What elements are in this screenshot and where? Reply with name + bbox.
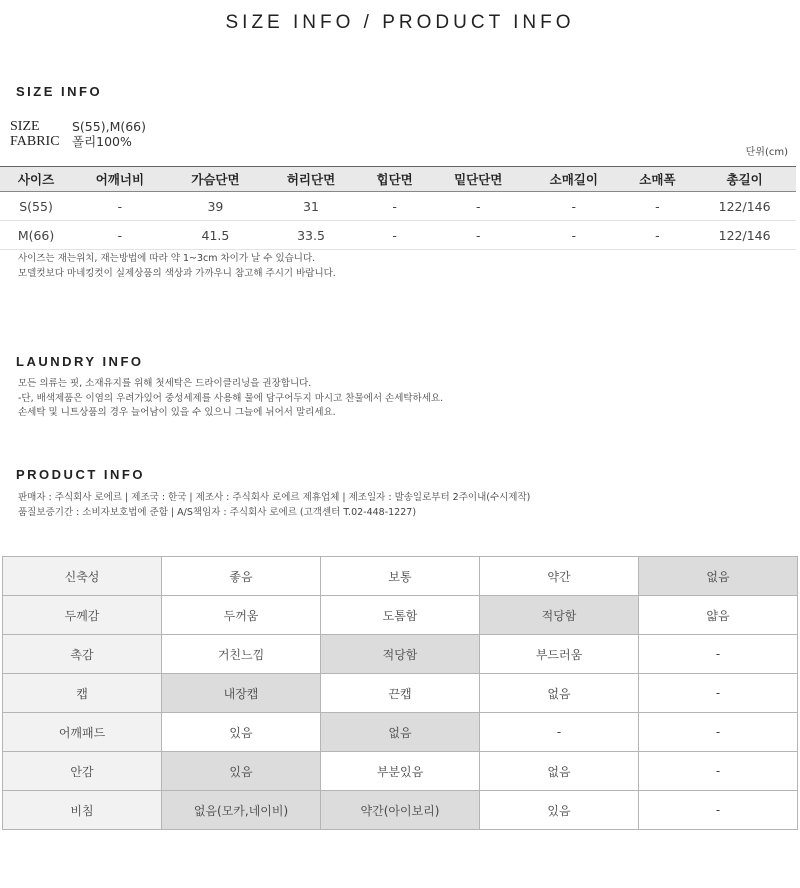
product-line: 품질보증기간 : 소비자보호법에 준함 | A/S책임자 : 주식회사 로에르 (고객센터 T.02-448-1227) <box>18 506 417 518</box>
property-label: 캡 <box>3 674 162 713</box>
table-cell: - <box>72 192 168 221</box>
table-cell: 33.5 <box>263 221 359 250</box>
size-notes <box>18 252 336 281</box>
property-option: 적당함 <box>480 596 639 635</box>
table-cell: S(55) <box>0 192 72 221</box>
table-cell: 122/146 <box>693 221 796 250</box>
table-row <box>0 192 796 221</box>
table-cell: M(66) <box>0 221 72 250</box>
product-line: 판매자 : 주식회사 로에르 | 제조국 : 한국 | 제조사 : 주식회사 로에르 제휴업체 | 제조일자 : 발송일로부터 2주이내(수시제작) <box>18 492 531 503</box>
property-table <box>2 556 798 830</box>
header-cell: 가슴단면 <box>168 167 264 192</box>
property-label: 촉감 <box>3 635 162 674</box>
size-spec <box>10 119 146 149</box>
page-title: SIZE INFO / PRODUCT INFO <box>225 12 575 33</box>
product-notes <box>18 491 530 520</box>
size-value: S(55),M(66) <box>72 119 147 134</box>
header-cell: 밑단단면 <box>430 167 526 192</box>
header-cell: 힙단면 <box>359 167 431 192</box>
header-cell: 사이즈 <box>0 167 72 192</box>
table-cell: - <box>622 192 694 221</box>
property-row <box>3 557 798 596</box>
property-option: 없음 <box>639 557 798 596</box>
property-option: 부드러움 <box>480 635 639 674</box>
property-label: 두께감 <box>3 596 162 635</box>
property-option: - <box>480 713 639 752</box>
table-cell: - <box>430 192 526 221</box>
property-row <box>3 752 798 791</box>
note-line: 모델컷보다 마네킹컷이 실제상품의 색상과 가까우니 참고해 주시기 바랍니다. <box>18 267 336 279</box>
property-option: - <box>639 713 798 752</box>
property-option: - <box>639 674 798 713</box>
property-row <box>3 791 798 830</box>
table-cell: - <box>622 221 694 250</box>
property-row <box>3 713 798 752</box>
table-cell: 31 <box>263 192 359 221</box>
property-option: 도톰함 <box>321 596 480 635</box>
fabric-row <box>10 134 146 149</box>
property-option: 내장캡 <box>162 674 321 713</box>
table-cell: - <box>359 192 431 221</box>
size-row <box>10 119 146 134</box>
fabric-value: 폴리100% <box>72 134 132 149</box>
property-option: - <box>639 752 798 791</box>
property-option: 있음 <box>480 791 639 830</box>
table-cell: 122/146 <box>693 192 796 221</box>
property-label: 어깨패드 <box>3 713 162 752</box>
laundry-line: 모든 의류는 핏, 소재유지를 위해 첫세탁은 드라이클리닝을 권장합니다. <box>18 378 312 389</box>
header-cell: 총길이 <box>693 167 796 192</box>
property-label: 비침 <box>3 791 162 830</box>
table-cell: - <box>430 221 526 250</box>
note-line: 사이즈는 재는위치, 재는방법에 따라 약 1~3cm 차이가 날 수 있습니다. <box>18 253 316 264</box>
table-row <box>0 221 796 250</box>
table-cell: - <box>72 221 168 250</box>
size-label: SIZE <box>10 119 40 134</box>
property-row <box>3 635 798 674</box>
property-row <box>3 674 798 713</box>
laundry-line: -단, 배색제품은 이염의 우려가있어 중성세제를 사용해 물에 담구어두지 마시고 찬물에서 손세탁하세요. <box>18 392 444 404</box>
property-label: 안감 <box>3 752 162 791</box>
property-option: 없음 <box>480 752 639 791</box>
laundry-info-title: LAUNDRY INFO <box>16 354 144 369</box>
laundry-line: 손세탁 및 니트상품의 경우 늘어남이 있을 수 있으니 그늘에 뉘어서 말리세요. <box>18 407 336 418</box>
property-option: 없음 <box>480 674 639 713</box>
size-info-title: SIZE INFO <box>16 84 103 99</box>
property-option: 약간 <box>480 557 639 596</box>
unit-label: 단위(cm) <box>745 147 788 158</box>
property-option: - <box>639 791 798 830</box>
property-option: 두꺼움 <box>162 596 321 635</box>
laundry-notes <box>18 377 443 421</box>
property-option: 좋음 <box>162 557 321 596</box>
property-option: 거친느낌 <box>162 635 321 674</box>
table-cell: 41.5 <box>168 221 264 250</box>
header-cell: 어깨너비 <box>72 167 168 192</box>
table-cell: - <box>526 221 622 250</box>
property-option: 있음 <box>162 752 321 791</box>
header-cell: 허리단면 <box>263 167 359 192</box>
table-cell: - <box>359 221 431 250</box>
property-option: 보통 <box>321 557 480 596</box>
property-label: 신축성 <box>3 557 162 596</box>
property-option: 적당함 <box>321 635 480 674</box>
header-cell: 소매폭 <box>622 167 694 192</box>
size-table <box>0 166 796 250</box>
property-option: - <box>639 635 798 674</box>
property-option: 끈캡 <box>321 674 480 713</box>
fabric-label: FABRIC <box>10 134 60 149</box>
property-option: 얇음 <box>639 596 798 635</box>
table-cell: - <box>526 192 622 221</box>
property-option: 부분있음 <box>321 752 480 791</box>
table-cell: 39 <box>168 192 264 221</box>
size-table-header <box>0 167 796 192</box>
property-option: 없음 <box>321 713 480 752</box>
property-option: 있음 <box>162 713 321 752</box>
product-info-title: PRODUCT INFO <box>16 467 145 482</box>
header-cell: 소매길이 <box>526 167 622 192</box>
property-row <box>3 596 798 635</box>
property-option: 약간(아이보리) <box>321 791 480 830</box>
property-option: 없음(모카,네이비) <box>162 791 321 830</box>
